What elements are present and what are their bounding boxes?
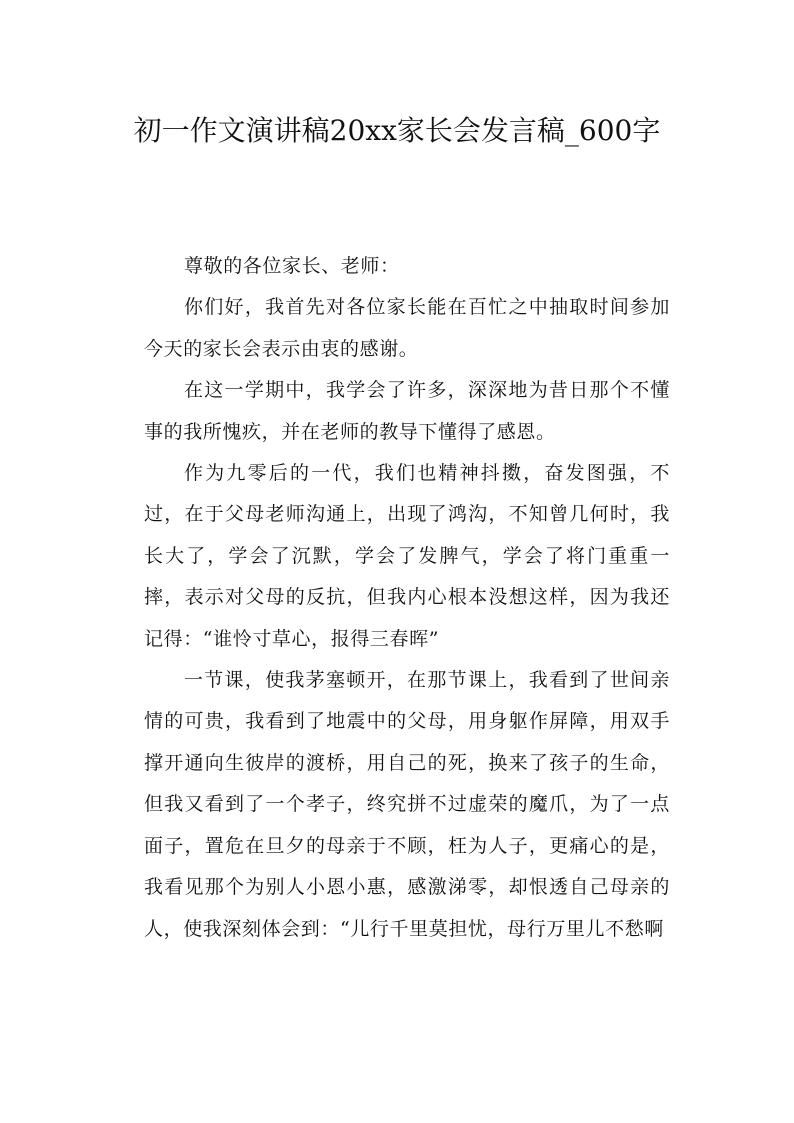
paragraph-lesson: 一节课，使我茅塞顿开，在那节课上，我看到了世间亲情的可贵，我看到了地震中的父母，用身躯作屏障，用双手撑开通向生彼岸的渡桥，用自己的死，换来了孩子的生命，但我又看到了一个孝子，终究拼不过虚荣的魔爪，为了一点面子，置危在旦夕的母亲于不顾，枉为人子，更痛心的是，我看见那个为别人小恩小惠，感激涕零，却恨透自己母亲的人，使我深刻体会到：“儿行千里莫担忧，母行万里儿不愁啊 <box>144 669 670 940</box>
paragraph-greeting: 尊敬的各位家长、老师： <box>184 255 400 277</box>
paragraph-semester: 在这一学期中，我学会了许多，深深地为昔日那个不懂事的我所愧疚，并在老师的教导下懂得了感恩。 <box>144 379 670 443</box>
document-title: 初一作文演讲稿20xx家长会发言稿_600字 <box>133 114 661 147</box>
document-body <box>144 246 670 950</box>
paragraph-thanks: 你们好，我首先对各位家长能在百忙之中抽取时间参加今天的家长会表示由衷的感谢。 <box>144 296 670 360</box>
paragraph-generation: 作为九零后的一代，我们也精神抖擞，奋发图强，不过，在于父母老师沟通上，出现了鸿沟，不知曾几何时，我长大了，学会了沉默，学会了发脾气，学会了将门重重一摔，表示对父母的反抗，但我内心根本没想这样，因为我还记得：“谁怜寸草心，报得三春晖” <box>144 462 670 650</box>
